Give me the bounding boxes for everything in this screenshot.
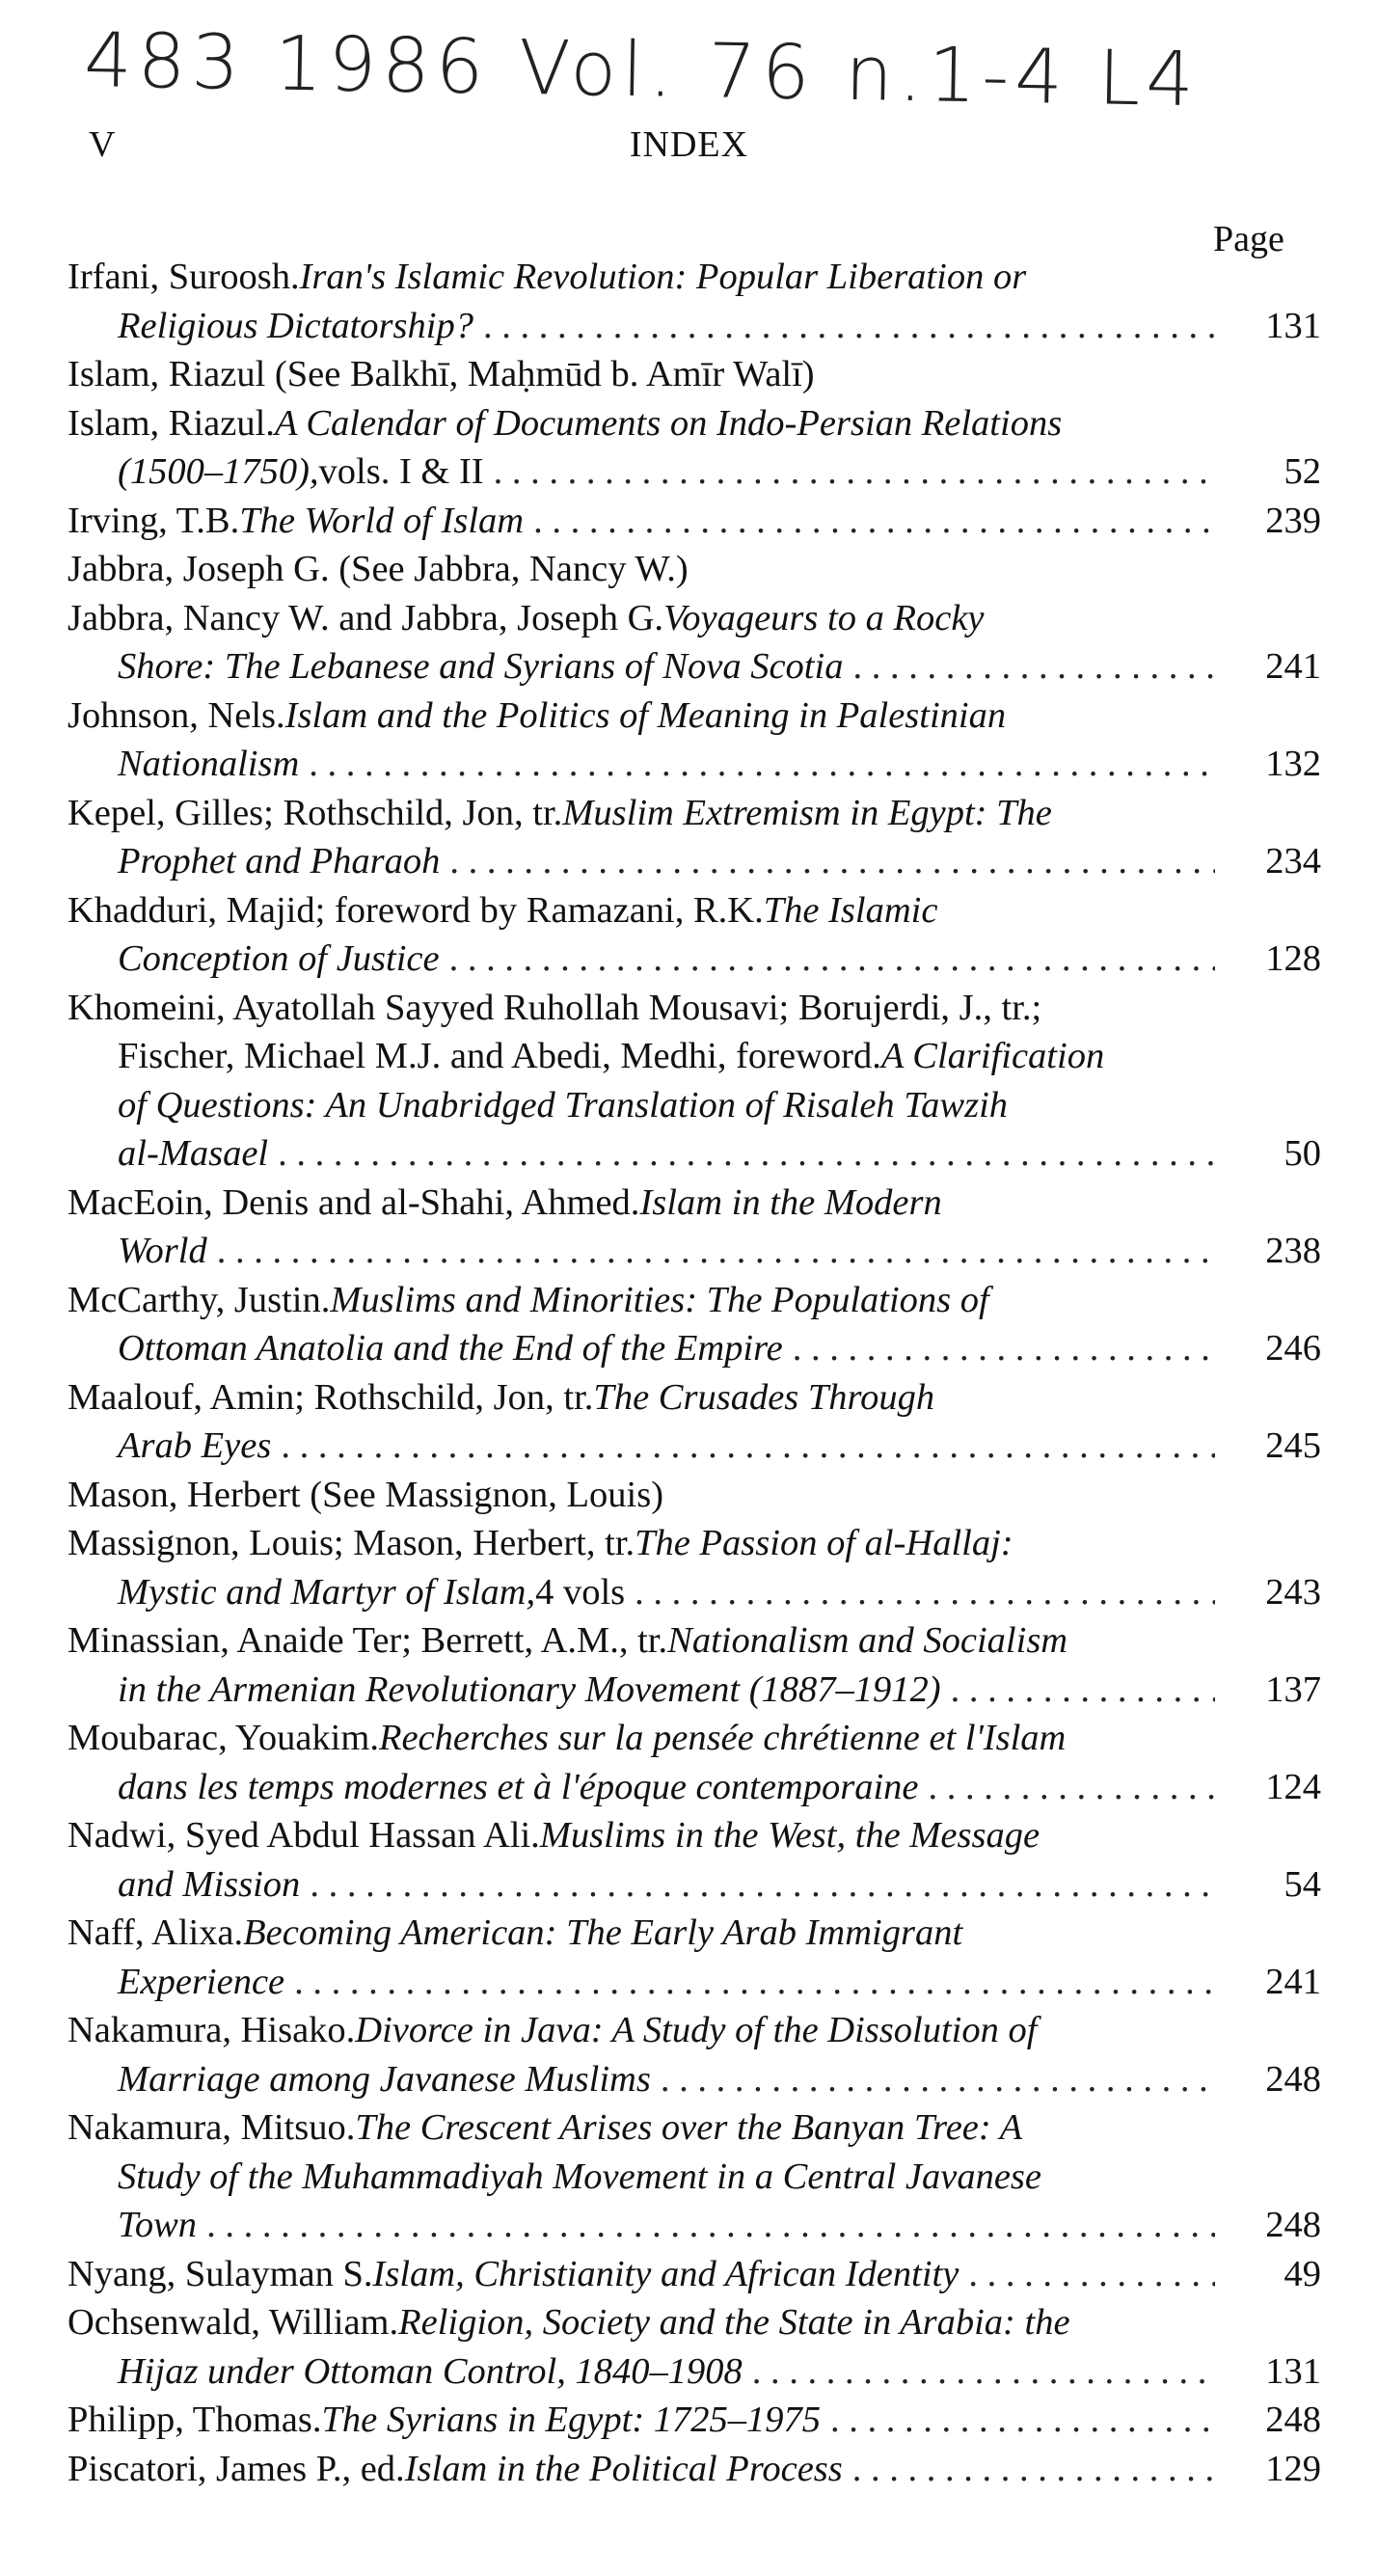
dot-leader (533, 497, 1215, 546)
dot-leader (951, 1666, 1215, 1715)
entry-title-text: Religious Dictatorship? (118, 305, 473, 346)
index-entry (68, 1714, 1321, 1811)
entry-author-text: McCarthy, Justin. (68, 1279, 331, 1320)
index-entry (68, 1471, 1321, 1520)
entry-author-text: Nakamura, Hisako. (68, 2010, 356, 2050)
entry-title-text: A Clarification (880, 1036, 1105, 1076)
section-numeral: V (89, 124, 116, 165)
index-entry-line (68, 1909, 1321, 1958)
entry-title-text: A Calendar of Documents on Indo-Persian Relations (274, 402, 1063, 444)
index-entry-line (68, 789, 1321, 838)
dot-leader (449, 935, 1215, 984)
dot-leader (852, 2445, 1215, 2494)
index-entry-line (68, 1616, 1321, 1666)
entry-title-text: Conception of Justice (118, 938, 440, 979)
index-entry-line (68, 2250, 1321, 2299)
entry-author-text: Jabbra, Nancy W. and Jabbra, Joseph G. (68, 597, 663, 638)
entry-author-text: Islam, Riazul. (68, 402, 275, 444)
dot-leader (483, 302, 1215, 351)
index-entry (68, 2006, 1321, 2103)
index-entries (68, 253, 1321, 2493)
index-entry (68, 545, 1321, 594)
index-entry-line (68, 837, 1321, 886)
index-entry-line (68, 1958, 1321, 2007)
page-number: 248 (1265, 2058, 1321, 2100)
index-entry (68, 350, 1321, 399)
index-entry (68, 2298, 1321, 2396)
entry-title-text: Arab Eyes (118, 1425, 272, 1466)
entry-title-text: Mystic and Martyr of Islam, (118, 1571, 536, 1613)
page-number: 238 (1265, 1231, 1321, 1271)
page-number: 131 (1265, 305, 1321, 346)
page-title: INDEX (629, 124, 749, 165)
index-entry-line (68, 2153, 1321, 2202)
entry-author-text: Piscatori, James P., ed. (68, 2448, 405, 2489)
index-entry-line (68, 1471, 1321, 1520)
dot-leader (928, 1763, 1215, 1812)
dot-leader (206, 2201, 1215, 2250)
dot-leader (217, 1227, 1215, 1276)
entry-title-text: Muslims in the West, the Message (539, 1815, 1040, 1856)
entry-title-text: Religion, Society and the State in Arabia: the (398, 2302, 1070, 2343)
dot-leader (635, 1568, 1215, 1617)
entry-author-text: MacEoin, Denis and al-Shahi, Ahmed. (68, 1181, 640, 1223)
index-entry-line (68, 1860, 1321, 1910)
entry-title-text: The Crescent Arises over the Banyan Tree: A (355, 2107, 1023, 2148)
page-number: 243 (1265, 1571, 1321, 1613)
dot-leader (281, 1422, 1215, 1471)
index-entry-line (68, 740, 1321, 789)
entry-author-text: Fischer, Michael M.J. and Abedi, Medhi, foreword. (118, 1036, 881, 1076)
index-entry-line (68, 253, 1321, 302)
index-entry-line (68, 399, 1321, 448)
entry-title-text: Study of the Muhammadiyah Movement in a Central Javanese (118, 2156, 1041, 2197)
page-number: 132 (1265, 744, 1321, 784)
entry-author-text: Nakamura, Mitsuo. (68, 2107, 356, 2148)
index-entry (68, 2250, 1321, 2299)
index-entry (68, 1276, 1321, 1373)
entry-title-text: Muslim Extremism in Egypt: The (562, 792, 1052, 833)
entry-title-text: al-Masael (118, 1133, 269, 1174)
index-entry-line (68, 1276, 1321, 1325)
page-number: 234 (1265, 841, 1321, 881)
entry-author-text: Kepel, Gilles; Rothschild, Jon, tr. (68, 792, 563, 833)
entry-author-text: Khadduri, Majid; foreword by Ramazani, R.K. (68, 889, 764, 931)
entry-tail-text: vols. I & II (318, 451, 484, 492)
entry-author-text: Ochsenwald, William. (68, 2302, 399, 2343)
handwritten-call-number: 483 1986 Vol. 76 n.1-4 L4 (83, 17, 1201, 124)
entry-author-text: Nadwi, Syed Abdul Hassan Ali. (68, 1815, 540, 1856)
index-entry-line (68, 497, 1321, 546)
dot-leader (278, 1129, 1215, 1179)
index-entry-line (68, 1373, 1321, 1423)
entry-title-text: The Syrians in Egypt: 1725–1975 (321, 2400, 822, 2440)
page-number: 52 (1283, 451, 1321, 492)
entry-author-text: Irfani, Suroosh. (68, 257, 300, 297)
page-number: 246 (1265, 1328, 1321, 1369)
entry-title-text: Experience (118, 1961, 285, 2002)
entry-author-text: Johnson, Nels. (68, 694, 285, 736)
entry-title-text: in the Armenian Revolutionary Movement (1887–1912) (118, 1668, 941, 1710)
index-entry (68, 399, 1321, 497)
entry-title-text: dans les temps modernes et à l'époque contemporaine (118, 1766, 919, 1807)
index-entry-line (68, 1324, 1321, 1373)
dot-leader (793, 1324, 1215, 1373)
entry-author-text: Khomeini, Ayatollah Sayyed Ruhollah Mousavi; Borujerdi, J., tr.; (68, 987, 1042, 1028)
entry-title-text: Divorce in Java: A Study of the Dissolution of (355, 2010, 1038, 2050)
index-entry-line (68, 302, 1321, 351)
entry-title-text: Voyageurs to a Rocky (663, 597, 985, 638)
page-number: 129 (1265, 2448, 1321, 2489)
index-entry-line (68, 2347, 1321, 2397)
index-entry-line (68, 447, 1321, 497)
page-number: 137 (1265, 1668, 1321, 1710)
dot-leader (968, 2250, 1215, 2299)
index-entry-line (68, 545, 1321, 594)
page-number: 131 (1265, 2350, 1321, 2392)
index-entry (68, 1616, 1321, 1714)
index-entry-line (68, 984, 1321, 1033)
entry-author-text: Jabbra, Joseph G. (See Jabbra, Nancy W.) (68, 549, 689, 589)
entry-title-text: Iran's Islamic Revolution: Popular Liberation or (299, 257, 1027, 297)
entry-title-text: Islam in the Modern (639, 1181, 942, 1223)
dot-leader (309, 740, 1215, 789)
page-number: 54 (1283, 1863, 1321, 1905)
entry-author-text: Irving, T.B. (68, 500, 240, 541)
dot-leader (494, 447, 1215, 497)
entry-title-text: Nationalism (118, 744, 300, 784)
entry-title-text: Islam and the Politics of Meaning in Palestinian (284, 694, 1007, 736)
index-entry (68, 789, 1321, 886)
index-entry-line (68, 1763, 1321, 1812)
index-entry (68, 253, 1321, 350)
index-entry (68, 886, 1321, 984)
entry-title-text: The Crusades Through (593, 1376, 935, 1418)
entry-title-text: World (118, 1231, 207, 1271)
index-entry-line (68, 1666, 1321, 1715)
dot-leader (752, 2347, 1215, 2397)
entry-title-text: The World of Islam (239, 500, 525, 541)
index-entry-line (68, 2445, 1321, 2494)
entry-title-text: Muslims and Minorities: The Populations of (330, 1279, 989, 1320)
entry-tail-text: 4 vols (535, 1571, 626, 1613)
dot-leader (310, 1860, 1215, 1910)
entry-author-text: Naff, Alixa. (68, 1912, 244, 1953)
entry-title-text: Town (118, 2205, 198, 2245)
page-number: 241 (1265, 646, 1321, 687)
index-entry (68, 2103, 1321, 2250)
entry-title-text: Shore: The Lebanese and Syrians of Nova Scotia (118, 646, 844, 687)
dot-leader (294, 1958, 1215, 2007)
index-entry (68, 2445, 1321, 2494)
index-entry-line (68, 594, 1321, 643)
index-entry (68, 1909, 1321, 2006)
dot-leader (852, 642, 1215, 691)
entry-author-text: Mason, Herbert (See Massignon, Louis) (68, 1474, 664, 1515)
entry-author-text: Minassian, Anaide Ter; Berrett, A.M., tr. (68, 1620, 668, 1661)
dot-leader (449, 837, 1215, 886)
index-entry-line (68, 691, 1321, 741)
page-number: 248 (1265, 2205, 1321, 2245)
index-entry (68, 1519, 1321, 1616)
index-entry (68, 1179, 1321, 1276)
index-entry-line (68, 1032, 1321, 1081)
page-number: 124 (1265, 1766, 1321, 1807)
index-entry-line (68, 1227, 1321, 1276)
index-entry-line (68, 1422, 1321, 1471)
entry-title-text: Prophet and Pharaoh (118, 841, 441, 881)
index-entry (68, 691, 1321, 789)
entry-author-text: Islam, Riazul (See Balkhī, Maḥmūd b. Amīr Walī) (68, 354, 815, 394)
entry-title-text: Marriage among Javanese Muslims (118, 2058, 651, 2100)
page-number: 49 (1283, 2253, 1321, 2294)
page-column-heading: Page (1213, 219, 1284, 259)
index-entry (68, 594, 1321, 691)
entry-author-text: Massignon, Louis; Mason, Herbert, tr. (68, 1523, 635, 1563)
dot-leader (661, 2055, 1215, 2104)
dot-leader (830, 2396, 1215, 2445)
entry-title-text: Islam, Christianity and African Identity (372, 2253, 959, 2294)
entry-title-text: Becoming American: The Early Arab Immigrant (243, 1912, 963, 1953)
page-number: 241 (1265, 1961, 1321, 2002)
entry-title-text: Hijaz under Ottoman Control, 1840–1908 (118, 2350, 743, 2392)
entry-title-text: Ottoman Anatolia and the End of the Empire (118, 1328, 783, 1369)
index-entry (68, 1373, 1321, 1471)
entry-author-text: Philipp, Thomas. (68, 2400, 322, 2440)
page-number: 128 (1265, 938, 1321, 979)
index-entry-line (68, 1568, 1321, 1617)
index-entry (68, 984, 1321, 1179)
entry-title-text: The Passion of al-Hallaj: (635, 1523, 1013, 1563)
page-number: 239 (1265, 500, 1321, 541)
entry-title-text: of Questions: An Unabridged Translation of Risaleh Tawzih (118, 1084, 1009, 1125)
index-entry-line (68, 886, 1321, 935)
index-entry-line (68, 1129, 1321, 1179)
index-entry (68, 2396, 1321, 2445)
index-entry (68, 1811, 1321, 1909)
index-entry-line (68, 935, 1321, 984)
entry-author-text: Maalouf, Amin; Rothschild, Jon, tr. (68, 1376, 594, 1418)
entry-title-text: Islam in the Political Process (404, 2448, 843, 2489)
entry-author-text: Moubarac, Youakim. (68, 1718, 379, 1758)
page-number: 248 (1265, 2400, 1321, 2440)
index-entry-line (68, 1811, 1321, 1860)
entry-title-text: (1500–1750), (118, 451, 319, 492)
entry-title-text: Nationalism and Socialism (667, 1620, 1068, 1661)
entry-title-text: and Mission (118, 1863, 301, 1905)
index-entry-line (68, 1714, 1321, 1763)
index-entry-line (68, 2201, 1321, 2250)
index-entry-line (68, 1081, 1321, 1130)
index-entry-line (68, 2055, 1321, 2104)
index-entry (68, 497, 1321, 546)
index-entry-line (68, 2006, 1321, 2055)
page-number: 245 (1265, 1425, 1321, 1466)
index-entry-line (68, 2298, 1321, 2347)
entry-title-text: Recherches sur la pensée chrétienne et l'Islam (378, 1718, 1067, 1758)
page-number: 50 (1283, 1133, 1321, 1174)
index-entry-line (68, 642, 1321, 691)
index-entry-line (68, 2396, 1321, 2445)
entry-title-text: The Islamic (763, 889, 938, 931)
index-entry-line (68, 1519, 1321, 1568)
index-entry-line (68, 2103, 1321, 2153)
index-entry-line (68, 350, 1321, 399)
entry-author-text: Nyang, Sulayman S. (68, 2253, 373, 2294)
index-entry-line (68, 1179, 1321, 1228)
